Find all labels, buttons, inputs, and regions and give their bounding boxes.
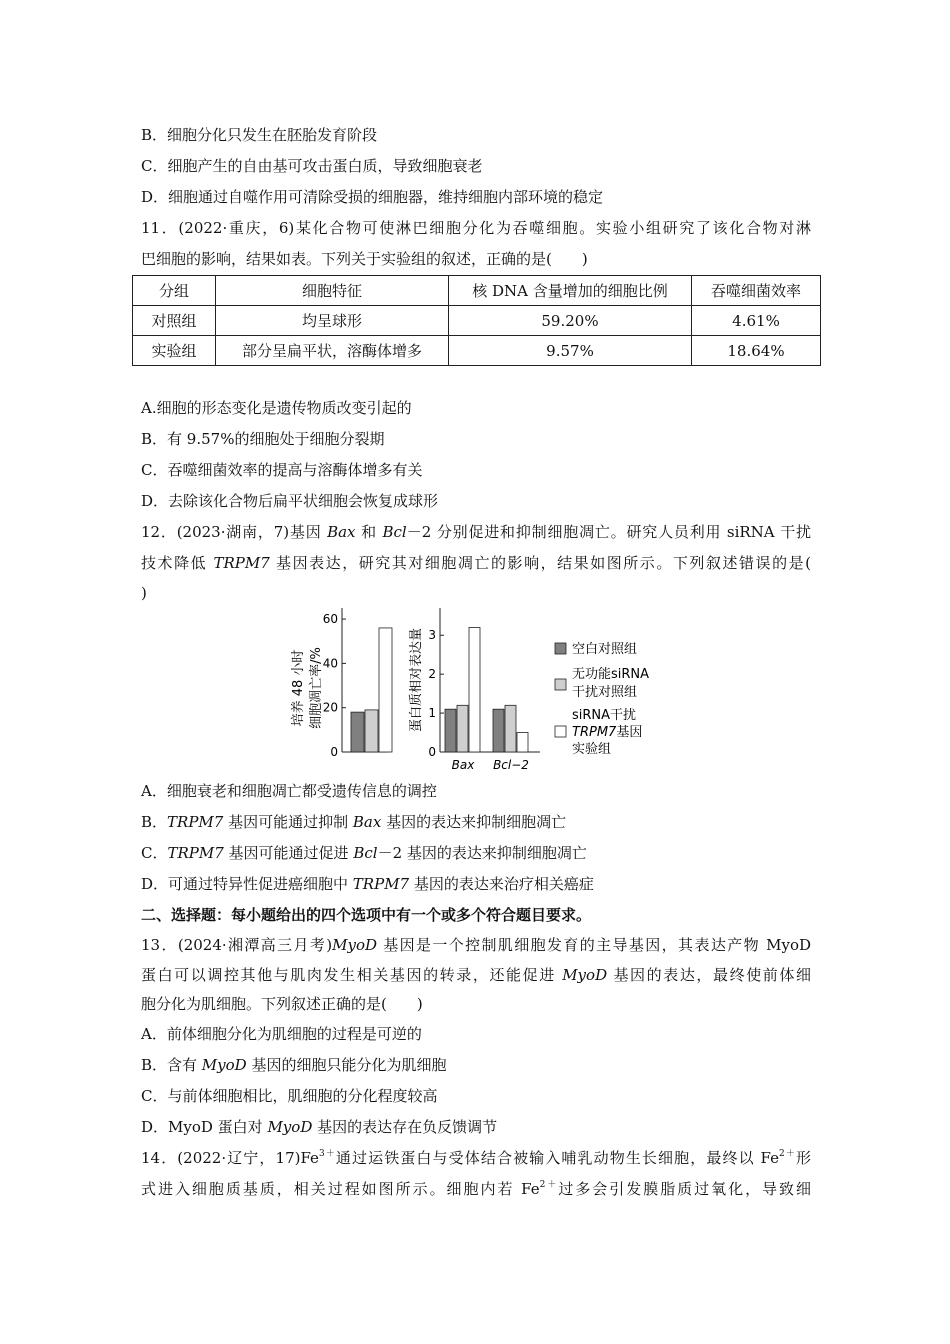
table-header-cell: 细胞特征 [216,276,449,306]
right-ylabel: 蛋白质相对表达量 [409,627,424,733]
q11-stem-line2: 巴细胞的影响，结果如表。下列关于实验组的叙述，正确的是( ) [141,250,588,268]
right-chart [408,608,540,772]
left-y-tick-label: 0 [330,745,338,759]
right-x-tick-label: Bax [451,758,475,772]
q11-option-a: A.细胞的形态变化是遗传物质改变引起的 [141,399,412,417]
table-cell: 4.61% [692,306,821,336]
left-bar [351,712,364,752]
table-cell: 对照组 [133,306,216,336]
q12-stem-line3: ) [141,584,147,602]
table-row [133,306,821,336]
right-y-tick-label: 1 [428,706,436,721]
section-2-title: 二、选择题：每小题给出的四个选项中有一个或多个符合题目要求。 [141,906,592,924]
legend-label-2a: 无功能siRNA [572,667,650,682]
right-bar [469,627,480,752]
legend-swatch-2 [555,679,566,690]
q13-stem-line1: 13．(2024·湘潭高三月考)MyoD 基因是一个控制肌细胞发育的主导基因，其表达产物 MyoD [141,936,812,954]
q11-option-c: C．吞噬细菌效率的提高与溶酶体增多有关 [141,461,423,479]
q12-option-b: B．TRPM7 基因可能通过抑制 Bax 基因的表达来抑制细胞凋亡 [141,813,567,831]
legend-label-3b: TRPM7基因 [572,725,643,740]
left-ylabel-line1: 培养 48 小时 [291,649,306,727]
q12-option-c: C．TRPM7 基因可能通过促进 Bcl－2 基因的表达来抑制细胞凋亡 [141,844,587,862]
table-header-cell: 分组 [133,276,216,306]
legend-swatch-1 [555,643,566,654]
q12-stem-line2: 技术降低 TRPM7 基因表达，研究其对细胞凋亡的影响，结果如图所示。下列叙述错误的是( [141,554,811,572]
q12-stem-line1: 12．(2023·湖南，7)基因 Bax 和 Bcl－2 分别促进和抑制细胞凋亡。研究人员利用 siRNA 干扰 [141,523,811,541]
table-cell: 9.57% [449,336,692,366]
left-bar [379,628,392,752]
left-ylabel-line2: 细胞凋亡率/% [309,647,324,729]
table-cell: 均呈球形 [216,306,449,336]
left-y-tick-label: 60 [322,612,338,627]
left-y-tick-label: 20 [322,700,338,715]
right-bar [493,709,504,752]
q13-option-b: B．含有 MyoD 基因的细胞只能分化为肌细胞 [141,1056,447,1074]
q14-stem-line1: 14．(2022·辽宁，$17)Fe^{3+}$通过运铁蛋白与受体结合被输入哺乳动物生长细胞，最终以 $Fe^{2+}$形 [141,1149,811,1167]
q11-option-d: D．去除该化合物后扁平状细胞会恢复成球形 [141,492,439,510]
table-cell: 部分呈扁平状，溶酶体增多 [216,336,449,366]
table-cell: 实验组 [133,336,216,366]
table-cell: 18.64% [692,336,821,366]
legend-label-2b: 干扰对照组 [572,685,638,700]
right-x-tick-label: Bcl−2 [493,758,529,772]
q14-stem-line2: 式进入细胞质基质，相关过程如图所示。细胞内若 $Fe^{2+}$过多会引发膜脂质过氧化，导致细 [141,1180,811,1198]
q11-option-b: B．有 9.57%的细胞处于细胞分裂期 [141,430,385,448]
right-bar [517,733,528,752]
q13-option-a: A．前体细胞分化为肌细胞的过程是可逆的 [141,1025,422,1043]
q10-option-d: D．细胞通过自噬作用可清除受损的细胞器，维持细胞内部环境的稳定 [141,188,604,206]
chart-legend [555,641,649,757]
table-header-cell: 核 DNA 含量增加的细胞比例 [449,276,692,306]
q12-option-d: D．可通过特异性促进癌细胞中 TRPM7 基因的表达来治疗相关癌症 [141,875,594,893]
legend-swatch-3 [555,726,566,737]
right-y-tick-label: 0 [428,745,436,759]
legend-label-3a: siRNA干扰 [572,708,637,723]
legend-label-3c: 实验组 [572,742,612,757]
table-cell: 59.20% [449,306,692,336]
right-y-tick-label: 2 [428,667,436,682]
table-header-cell: 吞噬细菌效率 [692,276,821,306]
right-y-tick-label: 3 [428,628,436,643]
legend-label-1: 空白对照组 [572,642,638,657]
q11-stem-line1: 11．(2022·重庆，6)某化合物可使淋巴细胞分化为吞噬细胞。实验小组研究了该化合物对淋 [141,219,811,237]
table-header-row [133,276,821,306]
q12-option-a: A．细胞衰老和细胞凋亡都受遗传信息的调控 [141,782,437,800]
left-bar [365,710,378,752]
right-bar [445,709,456,752]
right-bar [457,705,468,752]
q10-option-c: C．细胞产生的自由基可攻击蛋白质，导致细胞衰老 [141,157,483,175]
q13-option-d: D．MyoD 蛋白对 MyoD 基因的表达存在负反馈调节 [141,1118,498,1136]
q12-figure [290,600,670,775]
q13-stem-line2: 蛋白可以调控其他与肌肉发生相关基因的转录，还能促进 MyoD 基因的表达，最终使前体细 [141,966,811,984]
left-chart [291,608,392,759]
q13-option-c: C．与前体细胞相比，肌细胞的分化程度较高 [141,1087,438,1105]
q11-table [132,275,821,366]
q13-stem-line3: 胞分化为肌细胞。下列叙述正确的是( ) [141,995,423,1013]
table-row [133,336,821,366]
right-bar [505,705,516,752]
q10-option-b: B．细胞分化只发生在胚胎发育阶段 [141,126,378,144]
left-y-tick-label: 40 [322,656,338,671]
